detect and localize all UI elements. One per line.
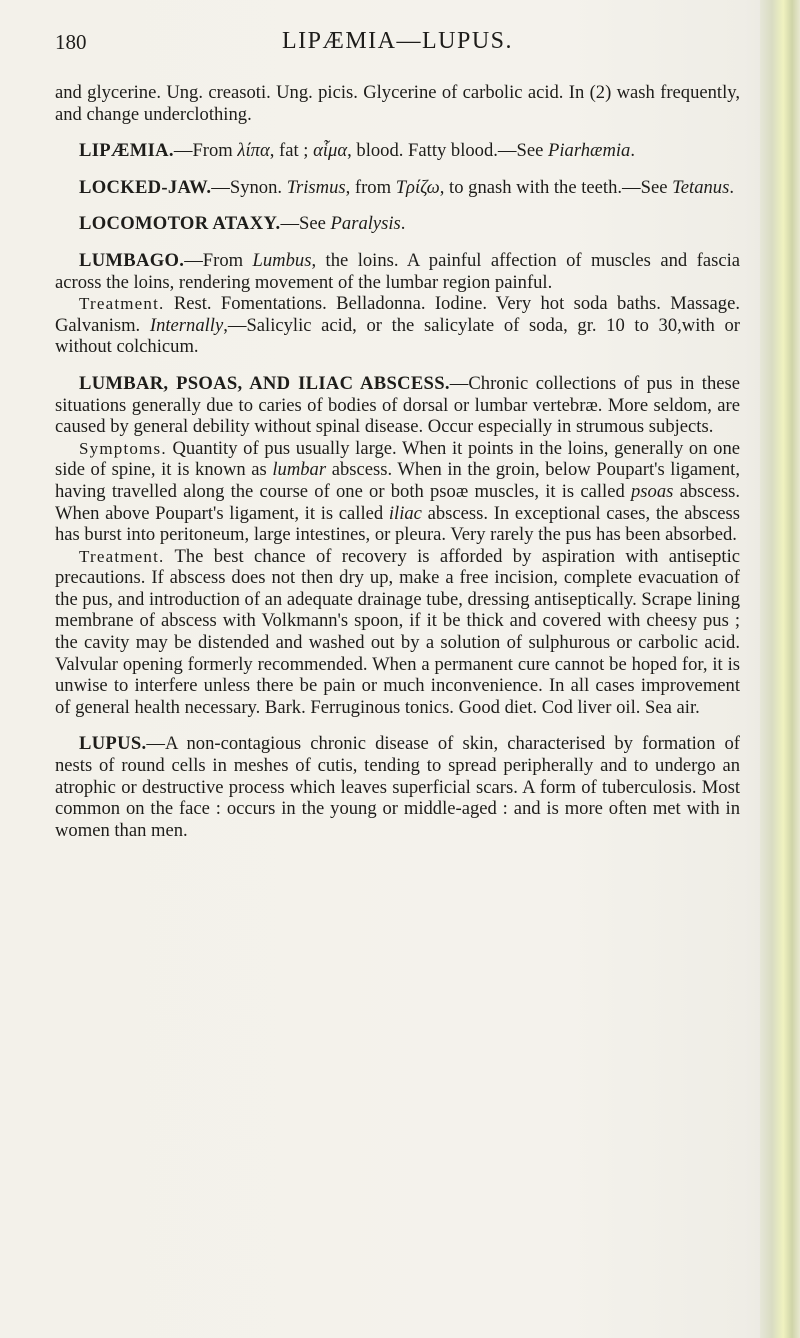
section-label: Symptoms. (79, 438, 167, 458)
entry-text: The best chance of recovery is afforded by aspiration with antiseptic precautions. If abscess does not then dry up, make a free incision, complete evacuation of the pus, and introduction of an adequate drainage tube, dressing antiseptically. Scrape lining membrane of abscess with Volkmann's spoon, if it be thick and covered with cheesy pus ; the cavity may be distended and washed out by a solution of sulphurous or carbolic acid. Valvular opening formerly recommended. When a permanent cure cannot be hoped for, it is unwise to interfere unless there be pain or much inconvenience. In all cases improvement of general health necessary. Bark. Ferruginous tonics. Good diet. Cod liver oil. Sea air. (55, 545, 741, 718)
entry-lupus (55, 733, 740, 841)
entry-text: , blood. Fatty blood.—See (347, 140, 549, 162)
entry-locomotor-ataxy (55, 213, 740, 235)
entry-term: LIPÆMIA. (79, 140, 174, 162)
entry-text: . (630, 140, 635, 162)
page-edge (760, 0, 800, 1338)
entry-term: LUPUS. (79, 733, 147, 755)
entry-text: , from (345, 176, 396, 198)
entry-text: —From (184, 249, 253, 271)
entry-text: Quantity of pus usually large. When it points in the loins, generally on one side of spine, it is known as (55, 437, 740, 481)
page-header (55, 28, 740, 68)
lumbago-treatment (55, 293, 740, 358)
continued-paragraph (55, 82, 740, 125)
entry-text: abscess. In exceptional cases, the abscess has burst into peritoneum, large intestines, or pleura. Very rarely the pus has been absorbed. (55, 502, 740, 546)
greek-word: αἷμα (313, 140, 348, 162)
entry-lumbago (55, 250, 740, 293)
entry-lipaemia (55, 140, 740, 162)
entry-text: abscess. When in the groin, below Poupart's ligament, having travelled along the course of one or both psoæ muscles, it is called (55, 459, 740, 502)
entry-text: ,—Salicylic acid, or the salicylate of soda, gr. 10 to 30,with or without colchicum. (55, 314, 740, 358)
entry-lumbar-abscess (55, 373, 740, 438)
page-body (55, 82, 740, 841)
synonym: Trismus (286, 176, 346, 198)
cross-reference: Tetanus (672, 176, 730, 198)
entry-text: Rest. Fomentations. Belladonna. Iodine. Very hot soda baths. Massage. Galvanism. (55, 293, 740, 336)
cross-reference: Paralysis (330, 213, 401, 235)
entry-term: LUMBAGO. (79, 249, 185, 271)
lumbar-symptoms (55, 438, 740, 546)
greek-word: λίπα (237, 140, 270, 162)
entry-text: , fat ; (269, 140, 314, 162)
emphasis: iliac (388, 502, 422, 524)
entry-locked-jaw (55, 177, 740, 199)
entry-text: —See (280, 213, 331, 235)
entry-text: , the loins. A painful affection of muscles and fascia across the loins, rendering movement of the lumbar region painful. (55, 249, 740, 293)
entry-text: . (400, 213, 406, 235)
entry-term: LOCKED-JAW. (79, 176, 212, 198)
entry-text: —Chronic collections of pus in these situations generally due to caries of bodies of dorsal or lumbar vertebræ. More seldom, are caused by general debility without spinal disease. Occur especially in strumous subjects. (55, 372, 740, 438)
section-label: Treatment. (79, 294, 165, 314)
entry-text: abscess. When above Poupart's ligament, it is called (55, 480, 740, 524)
running-head: LIPÆMIA—LUPUS. (281, 28, 514, 54)
emphasis: lumbar (272, 459, 327, 481)
cross-reference: Piarhæmia (548, 140, 631, 162)
lumbar-treatment (55, 546, 740, 719)
greek-word: Τρίζω (395, 176, 440, 198)
entry-text: . (729, 176, 734, 198)
entry-text: —A non-contagious chronic disease of skin, characterised by formation of nests of round cells in meshes of cutis, tending to spread peripherally and to undergo an atrophic or destructive process which leaves superficial scars. A form of tuberculosis. Most common on the face : occurs in the young or middle-aged : and is more often met with in women than men. (55, 733, 740, 841)
page-number: 180 (55, 30, 87, 54)
latin-word: Lumbus (252, 249, 312, 271)
entry-term: LOCOMOTOR ATAXY. (79, 213, 281, 235)
emphasis: psoas (630, 480, 674, 502)
entry-term: LUMBAR, PSOAS, AND ILIAC ABSCESS. (79, 372, 450, 394)
entry-text: —From (173, 140, 238, 162)
entry-text: —Synon. (211, 176, 287, 198)
section-label: Treatment. (79, 546, 165, 566)
continued-text: and glycerine. Ung. creasoti. Ung. picis. Glycerine of carbolic acid. In (2) wash frequently, and change underclothing. (55, 82, 740, 125)
emphasis: Internally (149, 314, 224, 336)
entry-text: , to gnash with the teeth.—See (439, 176, 673, 198)
